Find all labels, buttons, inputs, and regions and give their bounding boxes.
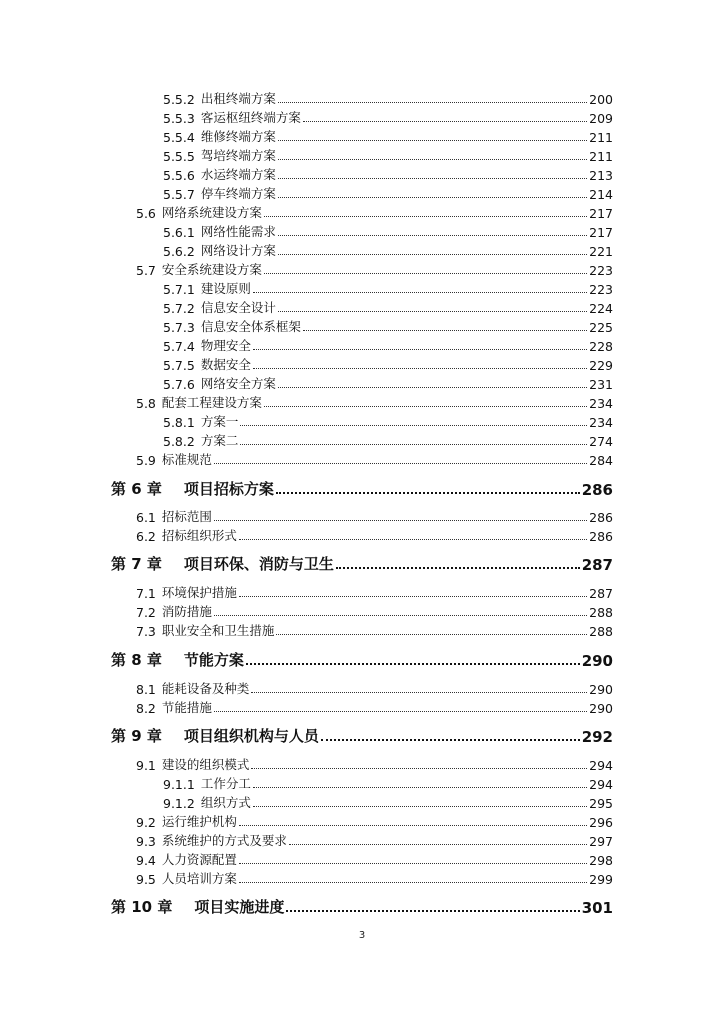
toc-entry [136, 508, 613, 525]
toc-entry-title: 项目招标方案 [183, 480, 274, 498]
toc-entry-title: 方案二 [200, 433, 239, 448]
toc-entry-title: 网络安全方案 [200, 376, 276, 391]
toc-entry-number: 5.5.5 [163, 149, 195, 164]
toc-entry-title: 物理安全 [200, 338, 251, 353]
toc-entry-number: 6.2 [136, 529, 156, 544]
toc-entry-page: 284 [589, 453, 613, 468]
toc-entry-title: 水运终端方案 [200, 167, 276, 182]
toc-entry [163, 375, 613, 392]
toc-entry-page: 287 [581, 556, 613, 574]
toc-entry-number: 5.7 [136, 263, 156, 278]
toc-entry-number: 6.1 [136, 510, 156, 525]
toc-entry [136, 584, 613, 601]
toc-entry-title: 维修终端方案 [200, 129, 276, 144]
dot-leader [240, 444, 587, 445]
toc-entry-number: 5.7.3 [163, 320, 195, 335]
toc-entry-number: 5.8.1 [163, 415, 195, 430]
toc-entry-page: 211 [589, 130, 613, 145]
toc-entry-number: 9.1 [136, 758, 156, 773]
toc-entry-title: 组织方式 [200, 795, 251, 810]
toc-chapter-entry [111, 477, 613, 499]
toc-entry-page: 290 [581, 652, 613, 670]
toc-entry-title: 环境保护措施 [161, 585, 237, 600]
dot-leader [239, 825, 587, 826]
dot-leader [278, 197, 587, 198]
toc-entry [163, 775, 613, 792]
toc-entry [136, 870, 613, 887]
toc-entry-page: 298 [589, 853, 613, 868]
toc-entry-title: 招标组织形式 [161, 528, 237, 543]
dot-leader [251, 692, 587, 693]
toc-entry-title: 停车终端方案 [200, 186, 276, 201]
dot-leader [239, 882, 587, 883]
toc-entry-title: 网络设计方案 [200, 243, 276, 258]
toc-entry-title: 招标范围 [161, 509, 212, 524]
toc-entry-page: 223 [589, 263, 613, 278]
toc-entry-number: 9.1.2 [163, 796, 195, 811]
toc-entry [163, 794, 613, 811]
toc-entry-number: 第 7 章 [111, 555, 162, 573]
toc-entry-page: 301 [581, 899, 613, 917]
toc-entry-title: 项目组织机构与人员 [183, 727, 319, 745]
toc-entry-page: 299 [589, 872, 613, 887]
toc-entry-title: 数据安全 [200, 357, 251, 372]
toc-entry-page: 213 [589, 168, 613, 183]
dot-leader [336, 567, 580, 569]
dot-leader [239, 596, 587, 597]
dot-leader [264, 273, 587, 274]
dot-leader [289, 844, 587, 845]
toc-entry-number: 9.5 [136, 872, 156, 887]
dot-leader [264, 406, 587, 407]
toc-entry-title: 运行维护机构 [161, 814, 237, 829]
dot-leader [278, 311, 587, 312]
toc-entry-number: 9.1.1 [163, 777, 195, 792]
toc-entry-page: 214 [589, 187, 613, 202]
toc-entry [136, 394, 613, 411]
toc-entry-page: 223 [589, 282, 613, 297]
toc-entry [163, 242, 613, 259]
dot-leader [286, 910, 579, 912]
toc-chapter-entry [111, 895, 613, 917]
dot-leader [251, 768, 587, 769]
toc-entry-page: 211 [589, 149, 613, 164]
dot-leader [303, 121, 587, 122]
toc-entry-page: 224 [589, 301, 613, 316]
toc-entry [163, 109, 613, 126]
toc-entry-page: 287 [589, 586, 613, 601]
toc-entry-number: 5.7.5 [163, 358, 195, 373]
toc-entry-number: 5.9 [136, 453, 156, 468]
toc-entry-number: 5.7.4 [163, 339, 195, 354]
toc-entry-page: 295 [589, 796, 613, 811]
dot-leader [239, 863, 587, 864]
toc-entry [136, 261, 613, 278]
toc-entry [136, 699, 613, 716]
dot-leader [278, 159, 587, 160]
toc-entry-title: 网络性能需求 [200, 224, 276, 239]
toc-entry [136, 680, 613, 697]
toc-entry-number: 第 10 章 [111, 898, 173, 916]
toc-entry-title: 工作分工 [200, 776, 251, 791]
toc-entry-title: 人员培训方案 [161, 871, 237, 886]
toc-entry-number: 7.2 [136, 605, 156, 620]
toc-entry-page: 288 [589, 624, 613, 639]
toc-entry [163, 413, 613, 430]
toc-entry-page: 234 [589, 396, 613, 411]
toc-entry-page: 217 [589, 225, 613, 240]
toc-entry-number: 5.5.4 [163, 130, 195, 145]
toc-entry-number: 9.4 [136, 853, 156, 868]
toc-entry-number: 第 6 章 [111, 480, 162, 498]
toc-entry-title: 项目环保、消防与卫生 [183, 555, 334, 573]
toc-entry-page: 286 [581, 481, 613, 499]
toc-entry-title: 系统维护的方式及要求 [161, 833, 287, 848]
dot-leader [214, 615, 587, 616]
toc-entry [136, 603, 613, 620]
dot-leader [278, 254, 587, 255]
toc-entry-number: 5.7.1 [163, 282, 195, 297]
toc-chapter-entry [111, 648, 613, 670]
dot-leader [253, 292, 587, 293]
toc-entry-title: 信息安全设计 [200, 300, 276, 315]
toc-entry-number: 5.5.7 [163, 187, 195, 202]
dot-leader [276, 634, 587, 635]
toc-entry-number: 7.1 [136, 586, 156, 601]
dot-leader [240, 425, 587, 426]
toc-entry-title: 职业安全和卫生措施 [161, 623, 275, 638]
toc-entry-page: 234 [589, 415, 613, 430]
dot-leader [276, 492, 580, 494]
toc-entry-title: 客运枢纽终端方案 [200, 110, 301, 125]
toc-entry-page: 221 [589, 244, 613, 259]
toc-entry-title: 安全系统建设方案 [161, 262, 262, 277]
toc-entry-number: 5.6 [136, 206, 156, 221]
toc-entry-page: 297 [589, 834, 613, 849]
dot-leader [253, 806, 587, 807]
toc-entry [136, 622, 613, 639]
toc-entry-page: 296 [589, 815, 613, 830]
toc-entry-number: 8.2 [136, 701, 156, 716]
toc-entry-title: 节能方案 [183, 651, 244, 669]
dot-leader [239, 539, 587, 540]
toc-entry-title: 节能措施 [161, 700, 212, 715]
toc-entry-page: 274 [589, 434, 613, 449]
toc-entry [136, 756, 613, 773]
toc-entry [136, 851, 613, 868]
dot-leader [253, 368, 587, 369]
toc-entry-title: 能耗设备及种类 [161, 681, 250, 696]
toc-entry-title: 消防措施 [161, 604, 212, 619]
toc-entry-number: 5.8.2 [163, 434, 195, 449]
dot-leader [278, 387, 587, 388]
toc-entry-title: 建设原则 [200, 281, 251, 296]
toc-entry-title: 信息安全体系框架 [200, 319, 301, 334]
toc-entry [163, 280, 613, 297]
toc-entry-number: 5.5.6 [163, 168, 195, 183]
toc-entry-title: 标准规范 [161, 452, 212, 467]
toc-entry-number: 5.5.2 [163, 92, 195, 107]
toc-entry-page: 228 [589, 339, 613, 354]
toc-entry-title: 网络系统建设方案 [161, 205, 262, 220]
toc-chapter-entry [111, 552, 613, 574]
toc-entry-number: 5.7.6 [163, 377, 195, 392]
dot-leader [278, 235, 587, 236]
toc-entry-page: 292 [581, 728, 613, 746]
toc-entry [136, 527, 613, 544]
toc-entry-page: 288 [589, 605, 613, 620]
toc-entry [163, 90, 613, 107]
dot-leader [303, 330, 587, 331]
toc-entry-page: 209 [589, 111, 613, 126]
toc-entry [163, 185, 613, 202]
toc-entry-number: 5.8 [136, 396, 156, 411]
dot-leader [214, 711, 587, 712]
toc-entry-page: 290 [589, 682, 613, 697]
toc-entry-page: 231 [589, 377, 613, 392]
toc-entry-number: 9.2 [136, 815, 156, 830]
toc-entry-number: 5.7.2 [163, 301, 195, 316]
toc-chapter-entry [111, 724, 613, 746]
toc-entry [163, 356, 613, 373]
toc-entry-number: 7.3 [136, 624, 156, 639]
toc-entry-page: 294 [589, 777, 613, 792]
toc-entry-page: 200 [589, 92, 613, 107]
toc-entry-number: 5.6.1 [163, 225, 195, 240]
toc-entry-number: 9.3 [136, 834, 156, 849]
toc-entry-title: 方案一 [200, 414, 239, 429]
toc-entry [136, 204, 613, 221]
dot-leader [278, 102, 587, 103]
toc-entry-title: 出租终端方案 [200, 91, 276, 106]
toc-entry-number: 5.5.3 [163, 111, 195, 126]
toc-entry [163, 299, 613, 316]
toc-entry-number: 第 9 章 [111, 727, 162, 745]
toc-entry-page: 229 [589, 358, 613, 373]
toc-entry-title: 人力资源配置 [161, 852, 237, 867]
dot-leader [214, 520, 587, 521]
dot-leader [214, 463, 587, 464]
toc-entry [136, 451, 613, 468]
toc-entry-title: 驾培终端方案 [200, 148, 276, 163]
toc-entry-number: 8.1 [136, 682, 156, 697]
dot-leader [278, 178, 587, 179]
toc-entry-page: 290 [589, 701, 613, 716]
toc-entry [163, 337, 613, 354]
toc-entry-page: 217 [589, 206, 613, 221]
toc-entry [163, 432, 613, 449]
toc-entry-page: 294 [589, 758, 613, 773]
toc-entry-number: 第 8 章 [111, 651, 162, 669]
toc-entry [136, 813, 613, 830]
toc-entry [163, 166, 613, 183]
toc-entry [163, 223, 613, 240]
toc-entry [163, 147, 613, 164]
toc-entry-page: 225 [589, 320, 613, 335]
dot-leader [246, 663, 580, 665]
dot-leader [321, 739, 580, 741]
dot-leader [264, 216, 587, 217]
toc-entry-page: 286 [589, 510, 613, 525]
dot-leader [253, 787, 587, 788]
toc-entry-title: 项目实施进度 [194, 898, 285, 916]
dot-leader [278, 140, 587, 141]
toc-entry-title: 配套工程建设方案 [161, 395, 262, 410]
page-number: 3 [358, 930, 366, 941]
toc-entry-page: 286 [589, 529, 613, 544]
toc-entry-number: 5.6.2 [163, 244, 195, 259]
toc-entry [136, 832, 613, 849]
toc-entry [163, 318, 613, 335]
dot-leader [253, 349, 587, 350]
toc-entry [163, 128, 613, 145]
toc-entry-title: 建设的组织模式 [161, 757, 250, 772]
